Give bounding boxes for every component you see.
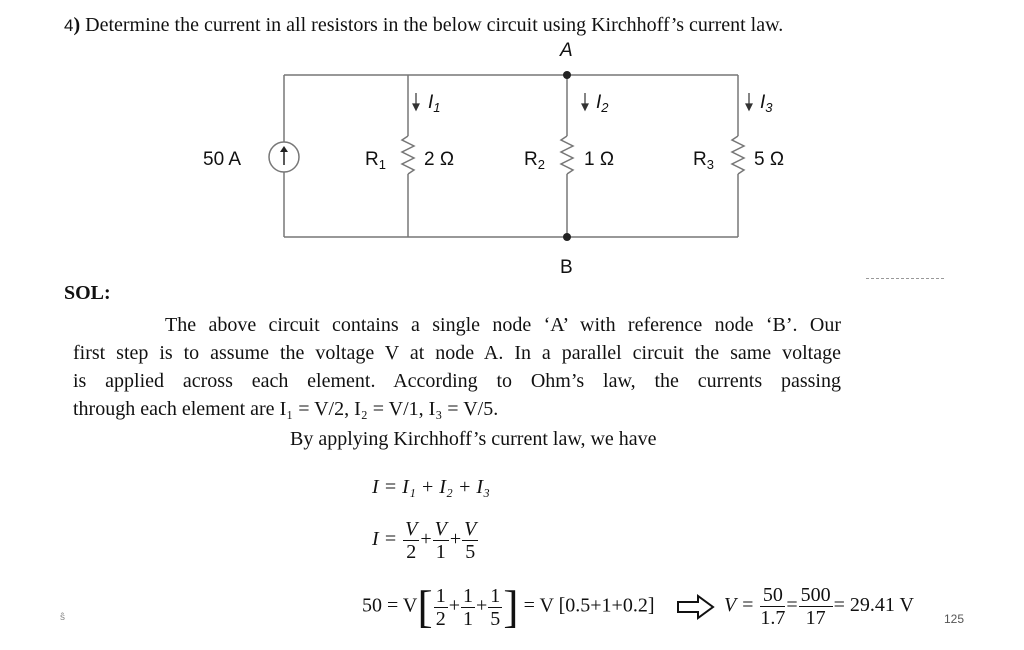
i3-subscript: 3	[765, 100, 773, 115]
svg-text:I2	[596, 92, 609, 115]
r2-label: R	[524, 149, 538, 170]
eq3-mid: = V [0.5+1+0.2]	[523, 594, 655, 617]
solution-paragraph	[73, 311, 841, 423]
equation-1: I = I₁ + I₂ + I₃	[372, 476, 490, 498]
eq4-lhs: V =	[724, 594, 755, 617]
eq2-frac2-den: 1	[435, 541, 446, 563]
eq2-frac1-den: 2	[406, 541, 417, 563]
eq4-result: = 29.41 V	[833, 594, 915, 617]
equation-2: I = $\frac{V}{2}$ + $\frac{V}{1}$ + $\frac{V}{5}$	[372, 518, 477, 563]
solution-line-1: The above circuit contains a single node ‘A’ with reference node ‘B’. Our	[165, 314, 841, 336]
r2-subscript: 2	[537, 157, 545, 172]
i2-subscript: 2	[601, 100, 609, 115]
eq3-lhs: 50 = V	[362, 594, 418, 617]
r3-subscript: 3	[706, 157, 714, 172]
eq4-frac2-den: 17	[805, 607, 826, 629]
r3-resistor	[732, 136, 744, 174]
r1-subscript: 1	[378, 157, 386, 172]
r3-label: R	[693, 149, 707, 170]
r1-resistor	[402, 136, 414, 174]
node-a-label: A	[560, 40, 573, 61]
node-b-label: B	[560, 257, 573, 278]
eq4-frac2-num: 500	[800, 584, 831, 606]
i2-label: I	[596, 92, 602, 113]
svg-text:R1	[365, 149, 386, 172]
footer-mark: ŝ	[60, 612, 65, 623]
eq3-frac2-den: 1	[462, 607, 473, 630]
svg-text:R3	[693, 149, 714, 172]
question-paren: )	[73, 14, 81, 36]
solution-heading: SOL:	[64, 282, 111, 304]
source-label: 50 A	[203, 149, 242, 170]
svg-text:I3	[760, 92, 773, 115]
eq3-frac1-num: 1	[435, 584, 446, 607]
svg-text:I1	[428, 92, 441, 115]
r2-value: 1 Ω	[584, 149, 615, 170]
kcl-statement: By applying Kirchhoff’s current law, we have	[290, 428, 657, 450]
circuit-diagram	[0, 0, 1024, 290]
eq2-lhs: I =	[372, 528, 398, 551]
eq3-frac3-den: 5	[490, 607, 501, 630]
eq4-frac1-den: 1.7	[760, 607, 786, 629]
node-a-dot	[563, 71, 571, 79]
page-number: 125	[944, 612, 965, 626]
r1-label: R	[365, 149, 379, 170]
i1-label: I	[428, 92, 434, 113]
r1-value: 2 Ω	[424, 149, 455, 170]
equation-4: V = $\frac{50}{1.7}$ = $\frac{500}{17}$ = 29.41 V	[724, 584, 915, 629]
eq3-frac1-den: 2	[435, 607, 446, 630]
eq3-frac3-num: 1	[490, 584, 501, 607]
eq2-frac2-num: V	[434, 518, 447, 540]
question-number: 4	[64, 16, 74, 35]
solution-line-4: through each element are I₁ = V/2, I₂ = V/1, I₃ = V/5.	[73, 398, 499, 420]
solution-line-3: is applied across each element. According to Ohm’s law, the currents passing	[73, 370, 841, 392]
eq2-frac1-num: V	[405, 518, 418, 540]
i3-label: I	[760, 92, 766, 113]
implies-arrow-icon	[676, 594, 716, 620]
eq2-frac3-num: V	[464, 518, 477, 540]
equation-3: 50 = V[ $\frac{1}{2}$ + $\frac{1}{1}$ + $\frac{1}{5}$ ] = V [0.5+1+0.2]	[362, 581, 655, 632]
question-body: Determine the current in all resistors in the below circuit using Kirchhoff’s current law.	[80, 14, 784, 36]
node-b-dot	[563, 233, 571, 241]
r3-value: 5 Ω	[754, 149, 785, 170]
r2-resistor	[561, 136, 573, 174]
solution-line-2: first step is to assume the voltage V at node A. In a parallel circuit the same voltage	[73, 342, 841, 364]
eq3-frac2-num: 1	[462, 584, 473, 607]
dashed-rule	[866, 278, 944, 279]
svg-text:R2	[524, 149, 545, 172]
eq2-frac3-den: 5	[465, 541, 476, 563]
i1-subscript: 1	[433, 100, 441, 115]
eq4-frac1-num: 50	[760, 584, 785, 607]
